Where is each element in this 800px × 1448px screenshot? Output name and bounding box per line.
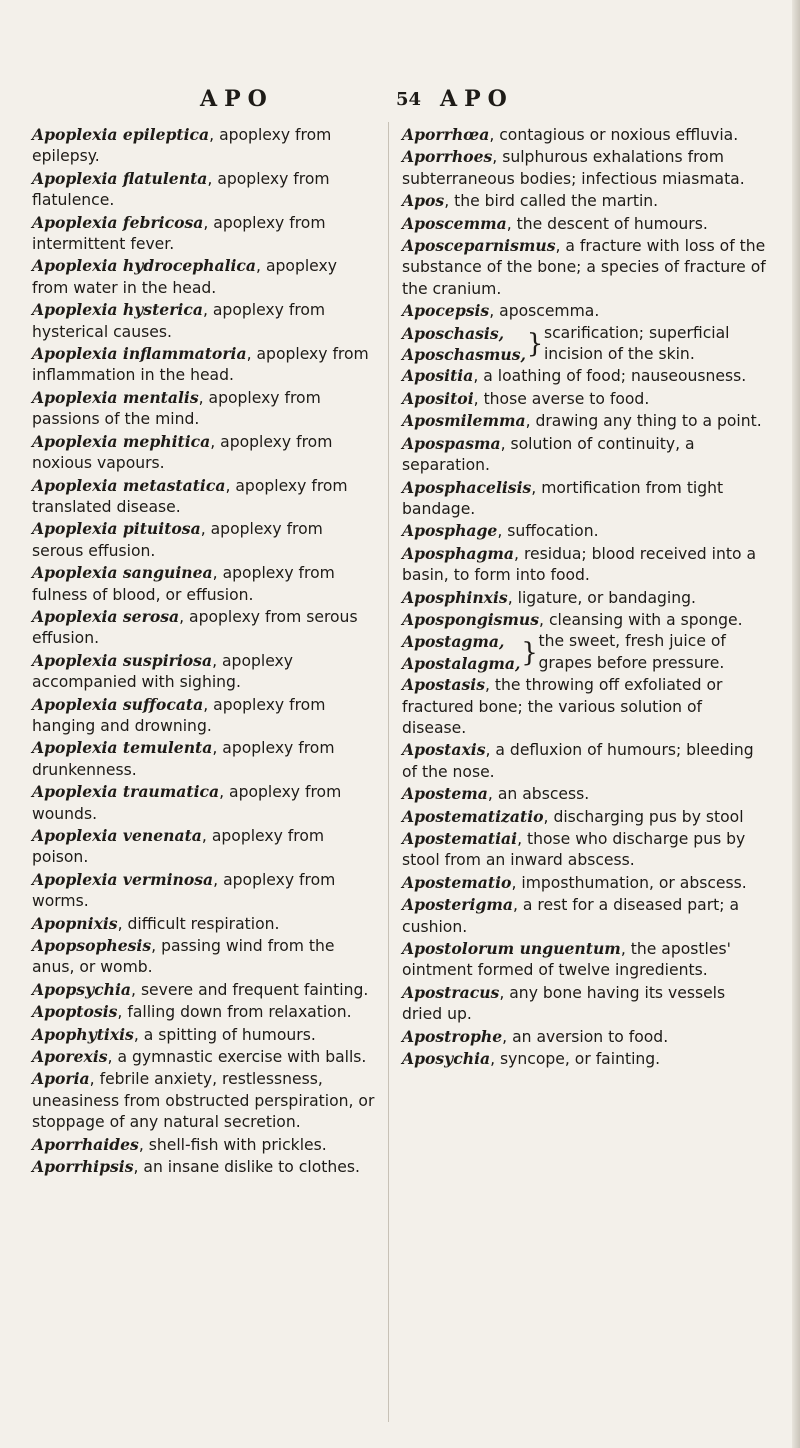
entry-definition: an aversion to food.	[512, 1027, 669, 1046]
dictionary-entry	[402, 543, 770, 587]
entry-separator: ,	[202, 301, 213, 320]
entry-term: Aporexis	[32, 1047, 108, 1067]
entry-term: Apoplexia febricosa	[32, 212, 204, 232]
dictionary-entry	[402, 213, 770, 235]
entry-term: Apopsophesis	[32, 936, 152, 956]
entry-term: Apoplexia serosa	[32, 606, 180, 626]
dictionary-entry	[402, 894, 770, 938]
dictionary-entry	[402, 674, 770, 739]
entry-separator: ,	[89, 1070, 100, 1089]
dictionary-entry	[402, 520, 770, 542]
dictionary-entry	[32, 255, 377, 299]
dictionary-entry	[402, 433, 770, 477]
entry-definition: apoplexy from serous effusion.	[32, 607, 358, 648]
entry-term: Aposceparnismus	[402, 236, 556, 256]
dictionary-entry	[402, 124, 770, 146]
entry-definition: apoplexy from poison.	[32, 827, 325, 867]
entry-definition: a defluxion of humours; bleeding of the nose.	[402, 741, 754, 781]
dictionary-entry	[402, 609, 770, 631]
dictionary-entry	[32, 387, 377, 431]
entry-term: Aporia	[32, 1069, 90, 1089]
entry-definition: mortification from tight bandage.	[402, 478, 724, 518]
entry-separator: ,	[620, 940, 631, 959]
dictionary-entry	[32, 1046, 377, 1068]
entry-term-group	[402, 323, 526, 366]
column-divider	[388, 122, 389, 1422]
brace-glyph: }	[526, 329, 544, 360]
entry-separator: ,	[212, 651, 222, 670]
entry-term: Aporrhipsis	[32, 1157, 134, 1177]
entry-term: Apoptosis	[32, 1002, 118, 1022]
entry-term: Apoplexia venenata	[32, 826, 202, 845]
dictionary-entry	[32, 475, 377, 519]
entry-separator: ,	[506, 214, 517, 233]
entry-term: Apoplexia metastatica	[32, 475, 226, 495]
entry-term: Apocepsis	[402, 301, 490, 321]
entry-definition: apoplexy from fulness of blood, or effusion.	[32, 564, 335, 604]
entry-definition: apoplexy from translated disease.	[32, 476, 348, 516]
entry-separator: ,	[444, 192, 455, 211]
entry-definition: residua; blood received into a basin, to form into food.	[402, 544, 757, 585]
dictionary-entry	[32, 343, 377, 387]
entry-term: Apostaxis	[402, 740, 486, 760]
entry-term: Apoplexia inflammatoria	[32, 344, 247, 364]
entry-term: Apoplexia suffocata	[32, 694, 204, 714]
entry-term: Apophytixis	[32, 1024, 134, 1044]
entry-separator: ,	[200, 520, 211, 539]
entry-term: Apopsychia	[32, 979, 132, 999]
dictionary-entry	[402, 190, 770, 212]
entry-definition: apoplexy from flatulence.	[32, 169, 330, 210]
dictionary-entry	[32, 1024, 377, 1046]
entry-separator: ,	[256, 257, 266, 276]
page-edge	[792, 0, 800, 1448]
entry-separator: ,	[133, 1158, 144, 1177]
entry-definition: drawing any thing to a point.	[535, 412, 762, 431]
entry-term: Apoplexia hydrocephalica	[32, 256, 257, 276]
entry-definition: cleansing with a sponge.	[548, 610, 743, 629]
entry-separator: ,	[499, 983, 510, 1002]
entry-separator: ,	[555, 237, 566, 256]
entry-separator: ,	[489, 126, 500, 144]
entry-separator: ,	[487, 785, 498, 804]
brace-glyph: }	[521, 637, 538, 668]
dictionary-entry	[402, 388, 770, 410]
entry-definition: syncope, or fainting.	[500, 1050, 661, 1069]
entry-term: Apospasma	[402, 433, 501, 453]
entry-definition: apoplexy from drunkenness.	[32, 739, 335, 779]
entry-definition: a loathing of food; nauseousness.	[483, 367, 747, 386]
entry-definition: those averse to food.	[483, 389, 650, 408]
entry-term: Apositoi	[402, 388, 474, 408]
entry-definition: those who discharge pus by stool from an inward abscess.	[402, 830, 746, 870]
entry-term: Aporrhaides	[32, 1134, 139, 1154]
dictionary-entry	[32, 562, 377, 606]
dictionary-entry	[32, 431, 377, 475]
dictionary-entry	[32, 1001, 377, 1023]
entry-definition: apoplexy from hysterical causes.	[32, 301, 326, 341]
entry-term: Apostracus	[402, 982, 500, 1002]
entry-definition: a rest for a diseased part; a cushion.	[402, 896, 739, 936]
entry-separator: ,	[525, 412, 536, 431]
running-header	[0, 86, 800, 120]
entry-term: Aposphage	[402, 521, 498, 541]
entry-term: Apoplexia hysterica	[32, 300, 203, 320]
entry-definition: a fracture with loss of the substance of the bone; a species of fracture of the cranium.	[402, 237, 766, 298]
dictionary-entry	[32, 979, 377, 1001]
entry-definition: difficult respiration.	[127, 914, 280, 933]
entry-separator: ,	[213, 870, 224, 889]
entry-separator: ,	[512, 896, 523, 915]
dictionary-entry	[32, 168, 377, 212]
entry-separator: ,	[207, 169, 218, 188]
entry-definition: apoplexy from worms.	[32, 870, 336, 911]
dictionary-entry	[402, 587, 770, 609]
entry-separator: ,	[198, 388, 209, 407]
entry-term: Apoplexia flatulenta	[32, 168, 208, 188]
dictionary-entry	[32, 913, 377, 935]
dictionary-entry	[402, 410, 770, 432]
entry-definition: an insane dislike to clothes.	[143, 1158, 360, 1177]
entry-term: Apostematiai	[402, 829, 518, 848]
dictionary-entry	[402, 1026, 770, 1048]
entry-term: Apoplexia traumatica	[32, 782, 220, 802]
entry-definition: contagious or noxious effluvia.	[499, 126, 739, 144]
entry-definition: any bone having its vessels dried up.	[402, 983, 726, 1024]
entry-separator: ,	[138, 1135, 149, 1154]
entry-term: Aposphagma	[402, 543, 515, 563]
entry-separator: ,	[489, 302, 500, 321]
entry-separator: ,	[203, 213, 214, 232]
entry-term: Apostagma,	[402, 632, 505, 652]
entry-term: Aposmilemma	[402, 411, 526, 431]
dictionary-entry	[32, 518, 377, 562]
entry-term: Apos	[402, 191, 445, 211]
entry-definition: aposcemma.	[499, 302, 600, 321]
entry-separator: ,	[201, 827, 212, 845]
entry-term: Aposchasis,	[402, 323, 505, 343]
entry-definition: the apostles' ointment formed of twelve ingredients.	[402, 940, 731, 980]
dictionary-entry	[32, 694, 377, 738]
dictionary-entry	[402, 1048, 770, 1070]
entry-definition: the descent of humours.	[516, 214, 708, 233]
entry-term: Apospongismus	[402, 609, 540, 629]
entry-definition: apoplexy from intermittent fever.	[32, 213, 326, 254]
entry-term: Aposterigma	[402, 895, 513, 915]
entry-definition: passing wind from the anus, or womb.	[32, 937, 335, 977]
entry-definition: the throwing off exfoliated or fractured bone; the various solution of disease.	[402, 676, 723, 737]
entry-term: Apoplexia temulenta	[32, 738, 213, 758]
dictionary-entry	[402, 828, 770, 872]
entry-separator: ,	[117, 1003, 128, 1022]
entry-separator: ,	[225, 476, 236, 495]
entry-term: Apostematizatio	[402, 806, 544, 826]
dictionary-entry	[32, 1156, 377, 1178]
dictionary-entry-pair	[402, 631, 770, 674]
entry-separator: ,	[497, 522, 508, 541]
dictionary-entry	[32, 606, 377, 650]
entry-separator: ,	[210, 432, 221, 451]
right-column	[402, 124, 770, 1070]
entry-term: Aposphacelisis	[402, 477, 532, 497]
entry-separator: ,	[219, 783, 230, 802]
dictionary-entry	[402, 365, 770, 387]
dictionary-entry	[402, 982, 770, 1026]
entry-separator: ,	[209, 126, 220, 144]
dictionary-entry	[402, 872, 770, 894]
entry-separator: ,	[179, 607, 190, 626]
entry-definition: the sweet, fresh juice of grapes before pressure.	[538, 632, 726, 672]
left-column	[32, 124, 377, 1179]
entry-separator: ,	[517, 830, 527, 848]
dictionary-entry	[402, 477, 770, 521]
dictionary-entry	[402, 146, 770, 190]
entry-definition: apoplexy from wounds.	[32, 783, 342, 823]
dictionary-entry	[32, 935, 377, 979]
entry-term: Aposchasmus,	[402, 345, 526, 365]
entry-separator: ,	[543, 807, 554, 826]
header-guide-word-right: APO	[440, 86, 514, 112]
entry-separator: ,	[212, 564, 223, 583]
entry-separator: ,	[500, 434, 511, 453]
entry-separator: ,	[511, 873, 522, 892]
dictionary-entry	[402, 783, 770, 805]
entry-separator: ,	[131, 980, 141, 999]
dictionary-entry-pair	[402, 323, 770, 366]
entry-separator: ,	[507, 588, 518, 607]
entry-separator: ,	[492, 148, 503, 167]
entry-definition: apoplexy from noxious vapours.	[32, 432, 333, 473]
entry-separator: ,	[531, 478, 542, 497]
entry-definition: the bird called the martin.	[454, 192, 659, 211]
dictionary-entry	[32, 124, 377, 168]
entry-term: Apoplexia mentalis	[32, 387, 199, 407]
entry-separator: ,	[514, 544, 524, 563]
entry-term: Aporrhœa	[402, 125, 490, 144]
entry-term: Apoplexia mephitica	[32, 431, 211, 451]
entry-definition: apoplexy accompanied with sighing.	[32, 651, 293, 692]
page-number: 54	[396, 89, 422, 110]
entry-separator: ,	[473, 367, 484, 386]
entry-definition: imposthumation, or abscess.	[521, 873, 747, 892]
entry-term: Apoplexia sanguinea	[32, 563, 213, 583]
entry-term: Apoplexia suspiriosa	[32, 650, 213, 670]
entry-definition: sulphurous exhalations from subterraneous bodies; infectious miasmata.	[402, 148, 745, 188]
entry-separator: ,	[473, 389, 484, 408]
dictionary-entry	[402, 235, 770, 300]
entry-definition: severe and frequent fainting.	[140, 980, 369, 999]
entry-definition: a gymnastic exercise with balls.	[117, 1048, 367, 1067]
entry-definition: discharging pus by stool	[553, 807, 744, 826]
header-guide-word-left: APO	[200, 86, 274, 112]
entry-separator: ,	[485, 741, 496, 760]
entry-term: Aposphinxis	[402, 587, 508, 607]
entry-term: Aporrhoes	[402, 147, 493, 167]
dictionary-entry	[32, 1068, 377, 1133]
dictionary-entry	[32, 650, 377, 694]
entry-term: Apopnixis	[32, 913, 118, 933]
entry-separator: ,	[490, 1050, 501, 1069]
entry-definition: an abscess.	[497, 785, 590, 804]
entry-separator: ,	[246, 345, 257, 364]
entry-term: Apostematio	[402, 872, 512, 892]
dictionary-entry	[32, 299, 377, 343]
entry-separator: ,	[484, 676, 495, 695]
entry-separator: ,	[151, 937, 162, 956]
entry-definition: suffocation.	[507, 522, 599, 541]
entry-separator: ,	[212, 739, 223, 758]
entry-term: Apoplexia pituitosa	[32, 519, 201, 539]
entry-term: Apostema	[402, 784, 488, 804]
entry-term: Apositia	[402, 366, 474, 386]
entry-definition: a spitting of humours.	[143, 1025, 316, 1044]
entry-definition: febrile anxiety, restlessness, uneasiness from obstructed perspiration, or stoppage of any natural secretion.	[32, 1070, 375, 1132]
entry-term: Apostasis	[402, 675, 485, 695]
entry-definition: apoplexy from inflammation in the head.	[32, 345, 369, 385]
entry-term: Apostalagma,	[402, 653, 521, 673]
entry-separator: ,	[502, 1027, 513, 1046]
entry-definition: shell-fish with prickles.	[148, 1135, 327, 1154]
dictionary-entry	[402, 806, 770, 828]
entry-definition: apoplexy from serous effusion.	[32, 520, 323, 560]
entry-term: Aposcemma	[402, 213, 507, 233]
dictionary-entry	[32, 737, 377, 781]
entry-separator: ,	[133, 1025, 144, 1044]
dictionary-entry	[402, 300, 770, 322]
entry-definition: falling down from relaxation.	[127, 1003, 352, 1022]
entry-separator: ,	[117, 914, 128, 933]
entry-definition: apoplexy from epilepsy.	[32, 126, 332, 166]
entry-definition: apoplexy from passions of the mind.	[32, 388, 321, 429]
entry-definition: apoplexy from hanging and drowning.	[32, 695, 326, 735]
dictionary-entry	[402, 938, 770, 982]
dictionary-entry	[32, 1134, 377, 1156]
entry-separator: ,	[107, 1048, 118, 1067]
dictionary-entry	[32, 212, 377, 256]
entry-definition: ligature, or bandaging.	[517, 588, 696, 607]
dictionary-entry	[32, 781, 377, 825]
entry-term: Apostrophe	[402, 1026, 503, 1046]
entry-definition: solution of continuity, a separation.	[402, 434, 695, 475]
dictionary-entry	[402, 739, 770, 783]
dictionary-entry	[32, 825, 377, 869]
dictionary-entry	[32, 869, 377, 913]
entry-term: Apoplexia epileptica	[32, 125, 210, 144]
entry-term-group	[402, 631, 520, 674]
entry-term: Apoplexia verminosa	[32, 869, 214, 889]
entry-separator: ,	[203, 695, 214, 714]
entry-separator: ,	[539, 610, 549, 629]
entry-definition: scarification; superficial incision of the skin.	[543, 323, 730, 364]
entry-definition: apoplexy from water in the head.	[32, 257, 337, 297]
entry-term: Apostolorum unguentum	[402, 939, 621, 959]
entry-term: Aposychia	[402, 1049, 491, 1069]
